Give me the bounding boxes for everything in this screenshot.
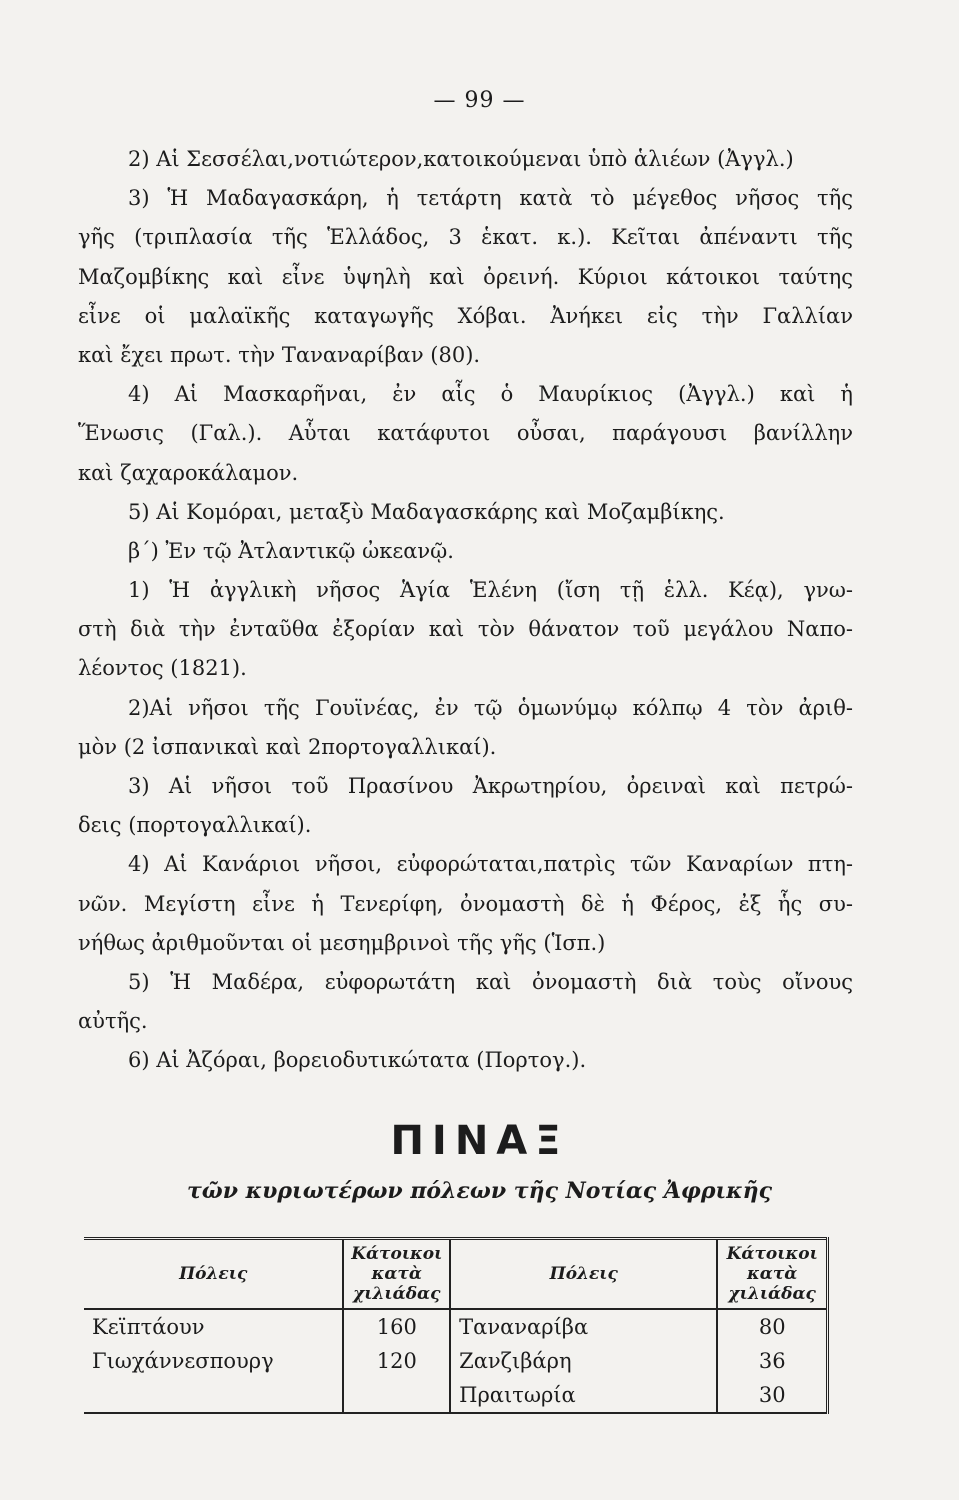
table-title: ΠΙΝΑΞ — [390, 1118, 569, 1164]
text-line: Μαζομβίκης καὶ εἶνε ὑψηλὴ καὶ ὀρεινή. Κύριοι κάτοικοι ταύτης — [78, 264, 853, 289]
city-cell: Πραιτωρία — [450, 1378, 717, 1413]
text-line: 5) Αἱ Κομόραι, μεταξὺ Μαδαγασκάρης καὶ Μοζαμβίκης. — [128, 499, 725, 524]
population-cell: 36 — [717, 1344, 827, 1378]
population-cell — [343, 1378, 450, 1413]
table-row — [84, 1344, 828, 1378]
table-subtitle: τῶν κυριωτέρων πόλεων τῆς Νοτίας Ἀφρικῆς — [187, 1178, 772, 1204]
city-cell: Ταναναρίβα — [450, 1309, 717, 1344]
page-number: — 99 — — [433, 88, 526, 113]
header-inhabitants-1: Κάτοικοι κατὰ χιλιάδας — [343, 1239, 450, 1310]
text-line: λέοντος (1821). — [78, 656, 247, 681]
body-text — [78, 140, 853, 1081]
text-line: 3) Ἡ Μαδαγασκάρη, ἡ τετάρτη κατὰ τὸ μέγεθος νῆσος τῆς — [128, 186, 853, 211]
text-line: νήθως ἀριθμοῦνται οἱ μεσημβρινοὶ τῆς γῆς (Ἱσπ.) — [78, 930, 606, 955]
text-line: 6) Αἱ Ἀζόραι, βορειοδυτικώτατα (Πορτογ.). — [128, 1048, 587, 1073]
text-line: καὶ ἔχει πρωτ. τὴν Ταναναρίβαν (80). — [78, 342, 481, 367]
text-line: 5) Ἡ Μαδέρα, εὐφορωτάτη καὶ ὀνομαστὴ διὰ τοὺς οἴνους — [128, 969, 853, 994]
header-cities-2: Πόλεις — [450, 1239, 717, 1310]
text-line: 1) Ἡ ἀγγλικὴ νῆσος Ἁγία Ἑλένη (ἴση τῇ ἑλλ. Κέᾳ), γνω- — [128, 578, 853, 603]
header-cities-1: Πόλεις — [84, 1239, 343, 1310]
text-line: 4) Αἱ Μασκαρῆναι, ἐν αἷς ὁ Μαυρίκιος (Ἀγγλ.) καὶ ἡ — [128, 382, 853, 407]
city-cell: Γιωχάννεσπουργ — [92, 1349, 274, 1373]
text-line: 2)Αἱ νῆσοι τῆς Γουϊνέας, ἐν τῷ ὁμωνύμῳ κόλπῳ 4 τὸν ἀριθ- — [128, 695, 853, 720]
table-row — [84, 1309, 828, 1344]
text-line: 2) Αἱ Σεσσέλαι,νοτιώτερον,κατοικούμεναι ὑπὸ ἁλιέων (Ἀγγλ.) — [128, 147, 794, 171]
text-line: μὸν (2 ἰσπανικαὶ καὶ 2πορτογαλλικαί). — [78, 734, 497, 759]
text-line: αὐτῆς. — [78, 1009, 148, 1034]
text-line: Ἕνωσις (Γαλ.). Αὗται κατάφυτοι οὖσαι, παράγουσι βανίλλην — [78, 421, 853, 446]
header-inhabitants-2: Κάτοικοι κατὰ χιλιάδας — [717, 1239, 827, 1310]
population-cell: 120 — [343, 1344, 450, 1378]
text-line: 4) Αἱ Κανάριοι νῆσοι, εὐφορώταται,πατρὶς τῶν Καναρίων πτη- — [128, 852, 853, 877]
text-line: στὴ διὰ τὴν ἐνταῦθα ἐξορίαν καὶ τὸν θάνατον τοῦ μεγάλου Ναπο- — [78, 617, 853, 642]
population-cell: 80 — [717, 1309, 827, 1344]
section-heading: β΄) Ἐν τῷ Ἀτλαντικῷ ὠκεανῷ. — [128, 538, 454, 563]
text-line: δεις (πορτογαλλικαί). — [78, 813, 312, 838]
text-line: γῆς (τριπλασία τῆς Ἑλλάδος, 3 ἑκατ. κ.). Κεῖται ἀπέναντι τῆς — [78, 225, 853, 250]
text-line: νῶν. Μεγίστη εἶνε ἡ Τενερίφη, ὀνομαστὴ δὲ ἡ Φέρος, ἐξ ἧς συ- — [78, 891, 853, 916]
table-row — [84, 1378, 828, 1413]
city-cell: Ζανζιβάρη — [450, 1344, 717, 1378]
text-line: καὶ ζαχαροκάλαμον. — [78, 460, 299, 485]
city-cell — [84, 1378, 343, 1413]
table-header-row — [84, 1239, 828, 1310]
population-cell: 30 — [717, 1378, 827, 1413]
text-line: εἶνε οἱ μαλαϊκῆς καταγωγῆς Χόβαι. Ἀνήκει εἰς τὴν Γαλλίαν — [78, 303, 853, 328]
text-line: 3) Αἱ νῆσοι τοῦ Πρασίνου Ἀκρωτηρίου, ὀρειναὶ καὶ πετρώ- — [128, 774, 853, 798]
cities-table — [84, 1237, 829, 1414]
population-cell: 160 — [343, 1309, 450, 1344]
city-cell: Κεϊπτάουν — [92, 1315, 205, 1339]
